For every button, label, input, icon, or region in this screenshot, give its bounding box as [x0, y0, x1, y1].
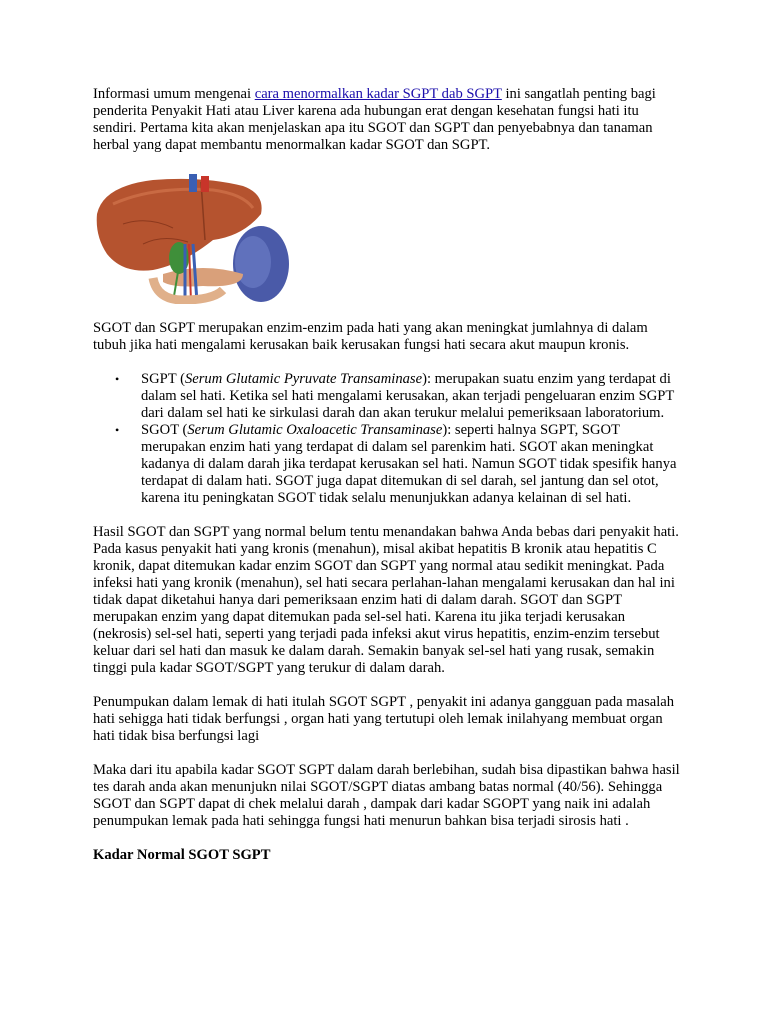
document-page [93, 86, 681, 864]
intro-text-end: ini sangatlah penting bagi penderita Penyakit Hati atau Liver karena ada hubungan erat dengan kesehatan fungsi hati itu sendiri. Pertama kita akan menjelaskan apa itu SGOT dan SGPT dan penyebabnya dan tanaman herbal yang dapat membantu menormalkan kadar SGOT dan SGPT. [93, 86, 656, 153]
bullet-icon: • [115, 423, 120, 437]
intro-text-start: Informasi umum mengenai [93, 86, 255, 102]
section-heading: Kadar Normal SGOT SGPT [93, 847, 271, 863]
maka-paragraph: Maka dari itu apabila kadar SGOT SGPT dalam darah berlebihan, sudah bisa dipastikan bahwa hasil tes darah anda akan menunjukn nilai SGOT/SGPT diatas ambang batas normal (40/56). Sehingga SGOT dan SGPT dapat di chek melalui darah , dampak dari kadar SGOPT yang naik ini adalah penumpukan lemak pada hati sehingga fungsi hati menurun bahkan bisa terjadi sirosis hati . [93, 762, 680, 829]
bullet-icon: • [115, 372, 120, 386]
enzyme-list [93, 371, 681, 507]
intro-paragraph [93, 86, 681, 154]
sgot-sgpt-paragraph: SGOT dan SGPT merupakan enzim-enzim pada hati yang akan meningkat jumlahnya di dalam tubuh jika hati mengalami kerusakan baik kerusakan fungsi hati secara akut maupun kronis. [93, 320, 648, 353]
hasil-paragraph: Hasil SGOT dan SGPT yang normal belum tentu menandakan bahwa Anda bebas dari penyakit hati. Pada kasus penyakit hati yang kronis (menahun), misal akibat hepatitis B kronik atau hepatitis C kronik, dapat ditemukan kadar enzim SGOT dan SGPT yang normal atau sedikit meningkat. Pada infeksi hati yang kronik (menahun), sel hati secara perlahan-lahan mengalami kerusakan dan hal ini tidak dapat diketahui hanya dari pemeriksaan enzim hati di dalam darah. SGOT dan SGPT merupakan enzim yang dapat ditemukan pada sel-sel hati. Karena itu jika terjadi kerusakan (nekrosis) sel-sel hati, seperti yang terjadi pada infeksi akut virus hepatitis, enzim-enzim tersebut keluar dari sel hati dan masuk ke dalam darah. Semakin banyak sel-sel hati yang rusak, semakin tinggi pula kadar SGOT/SGPT yang terukur di dalam darah. [93, 524, 679, 676]
penumpukan-paragraph: Penumpukan dalam lemak di hati itulah SGOT SGPT , penyakit ini adanya gangguan pada masalah hati sehigga hati tidak berfungsi , organ hati yang tertutupi oleh lemak inilahyang membuat organ hati tidak bisa berfungsi lagi [93, 694, 675, 744]
liver-illustration [93, 174, 289, 304]
sgpt-link[interactable]: cara menormalkan kadar SGPT dab SGPT [254, 86, 502, 102]
list-item: • SGOT (Serum Glutamic Oxaloacetic Transaminase): seperti halnya SGPT, SGOT merupakan enzim hati yang terdapat di dalam sel parenkim hati. SGOT akan meningkat kadanya di dalam darah jika terdapat kerusakan sel hati. Namun SGOT tidak spesifik hanya terdapat di dalam hati. SGOT juga dapat ditemukan di sel darah, sel jantung dan sel otot, karena itu peningkatan SGOT tidak selalu menunjukkan adanya kelainan di sel hati. [115, 422, 677, 506]
list-item: • SGPT (Serum Glutamic Pyruvate Transaminase): merupakan suatu enzim yang terdapat di dalam sel hati. Ketika sel hati mengalami kerusakan, akan terjadi pengeluaran enzim SGPT dari dalam sel hati ke sirkulasi darah dan akan terukur melalui pemeriksaan laboratorium. [115, 371, 675, 421]
